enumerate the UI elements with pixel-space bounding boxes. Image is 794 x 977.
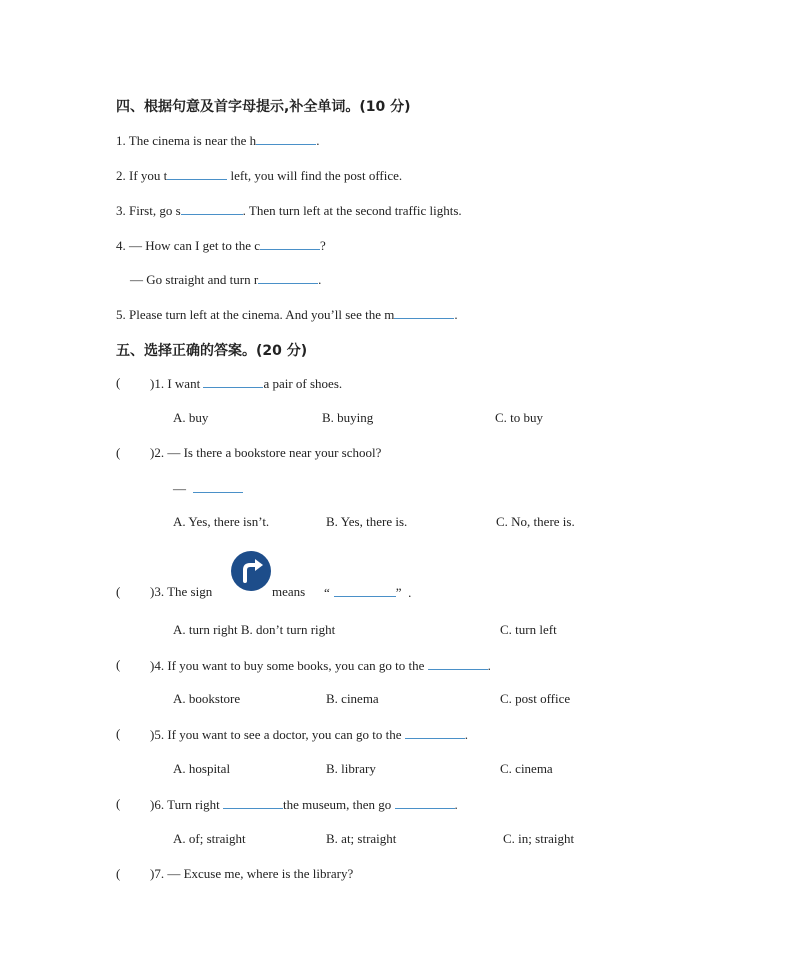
answer-paren-7[interactable]: ( [116, 866, 121, 881]
s5-q6-option-c[interactable]: C. in; straight [503, 831, 575, 846]
s5-q6-option-b[interactable]: B. at; straight [326, 831, 397, 846]
section4-heading: 四、根据句意及首字母提示,补全单词。(10 分) [116, 99, 411, 115]
s4-q5-end: . [454, 307, 458, 322]
s4-q3-text: 3. First, go s [116, 203, 181, 218]
answer-paren-4[interactable]: ( [116, 657, 121, 672]
s5-q4-blank[interactable] [428, 657, 488, 670]
s5-q6-text: )6. Turn right [150, 797, 223, 812]
s4-q1-end: . [316, 133, 320, 148]
s5-q4-text: )4. If you want to buy some books, you can go to the [150, 658, 428, 673]
s4-q4b-end: . [318, 272, 322, 287]
s4-question-4b [130, 271, 321, 288]
answer-paren-1[interactable]: ( [116, 375, 121, 390]
section5-heading: 五、选择正确的答案。(20 分) [116, 343, 308, 359]
s5-q6-blank-2[interactable] [395, 796, 455, 809]
s5-q3-quote-open: “ [324, 585, 330, 600]
s4-q2-text: 2. If you t [116, 168, 168, 183]
s4-question-1 [116, 132, 319, 149]
s5-q4-option-b[interactable]: B. cinema [326, 691, 379, 706]
s5-question-4 [150, 657, 491, 674]
s5-q2-blank[interactable] [193, 480, 243, 493]
s5-q1-text: )1. I want [150, 376, 204, 391]
answer-paren-2[interactable]: ( [116, 445, 121, 460]
s5-q2-answer-line [173, 480, 243, 497]
s5-q1-option-b[interactable]: B. buying [322, 410, 374, 425]
answer-paren-5[interactable]: ( [116, 726, 121, 741]
s5-q3-quote [324, 584, 411, 601]
s5-q4-option-c[interactable]: C. post office [500, 691, 571, 706]
s5-question-5 [150, 726, 468, 743]
s4-q1-blank[interactable] [256, 132, 316, 145]
s5-q5-option-a[interactable]: A. hospital [173, 761, 231, 776]
s5-q6-blank-1[interactable] [223, 796, 283, 809]
answer-paren-6[interactable]: ( [116, 796, 121, 811]
s5-q3-quote-close: ” [395, 585, 402, 600]
s5-q5-blank[interactable] [405, 726, 465, 739]
s5-q2-option-a[interactable]: A. Yes, there isn’t. [173, 514, 270, 529]
s4-question-3 [116, 202, 462, 219]
s5-q5-option-c[interactable]: C. cinema [500, 761, 553, 776]
s5-q1-end: a pair of shoes. [263, 376, 343, 391]
answer-paren-3[interactable]: ( [116, 584, 121, 599]
s5-q4-end: . [487, 658, 491, 673]
s5-q4-option-a[interactable]: A. bookstore [173, 691, 241, 706]
s4-q2-end: left, you will find the post office. [227, 168, 403, 183]
s4-question-2 [116, 167, 402, 184]
s5-q1-option-c[interactable]: C. to buy [495, 410, 544, 425]
s4-q5-text: 5. Please turn left at the cinema. And you’ll see the m [116, 307, 395, 322]
s5-q5-text: )5. If you want to see a doctor, you can go to the [150, 727, 405, 742]
s5-q1-blank[interactable] [203, 375, 263, 388]
s5-q3-end: . [408, 585, 412, 600]
s4-q4a-text: 4. — How can I get to the c [116, 238, 261, 253]
s5-q5-end: . [464, 727, 468, 742]
s5-q6-mid: the museum, then go [282, 797, 395, 812]
s4-q4a-blank[interactable] [260, 237, 320, 250]
s4-q2-blank[interactable] [167, 167, 227, 180]
s4-q1-text: 1. The cinema is near the h [116, 133, 257, 148]
s4-question-4a [116, 237, 326, 254]
s5-q6-end: . [454, 797, 458, 812]
s4-q4a-end: ? [320, 238, 326, 253]
s5-q2-option-b[interactable]: B. Yes, there is. [326, 514, 408, 529]
s5-q5-option-b[interactable]: B. library [326, 761, 376, 776]
s5-question-7: )7. — Excuse me, where is the library? [150, 866, 354, 881]
s5-q3-option-c[interactable]: C. turn left [500, 622, 557, 637]
s5-q6-option-a[interactable]: A. of; straight [173, 831, 246, 846]
s5-question-6 [150, 796, 458, 813]
s4-q3-blank[interactable] [181, 202, 243, 215]
s5-q3-option-ab[interactable]: A. turn right B. don’t turn right [173, 622, 336, 637]
s4-q4b-text: — Go straight and turn r [130, 272, 259, 287]
s5-q3-means: means [272, 584, 306, 599]
s5-q2-option-c[interactable]: C. No, there is. [496, 514, 575, 529]
s5-q1-option-a[interactable]: A. buy [173, 410, 209, 425]
turn-right-sign-icon [231, 551, 271, 591]
s5-q2-dash: — [173, 481, 186, 496]
s5-question-2: )2. — Is there a bookstore near your school? [150, 445, 382, 460]
s5-question-1 [150, 375, 342, 392]
s5-question-3: )3. The sign [150, 584, 213, 599]
s4-q5-blank[interactable] [394, 306, 454, 319]
s4-q4b-blank[interactable] [258, 271, 318, 284]
s5-q3-blank[interactable] [334, 584, 396, 597]
s4-q3-end: . Then turn left at the second traffic lights. [242, 203, 462, 218]
s4-question-5 [116, 306, 458, 323]
